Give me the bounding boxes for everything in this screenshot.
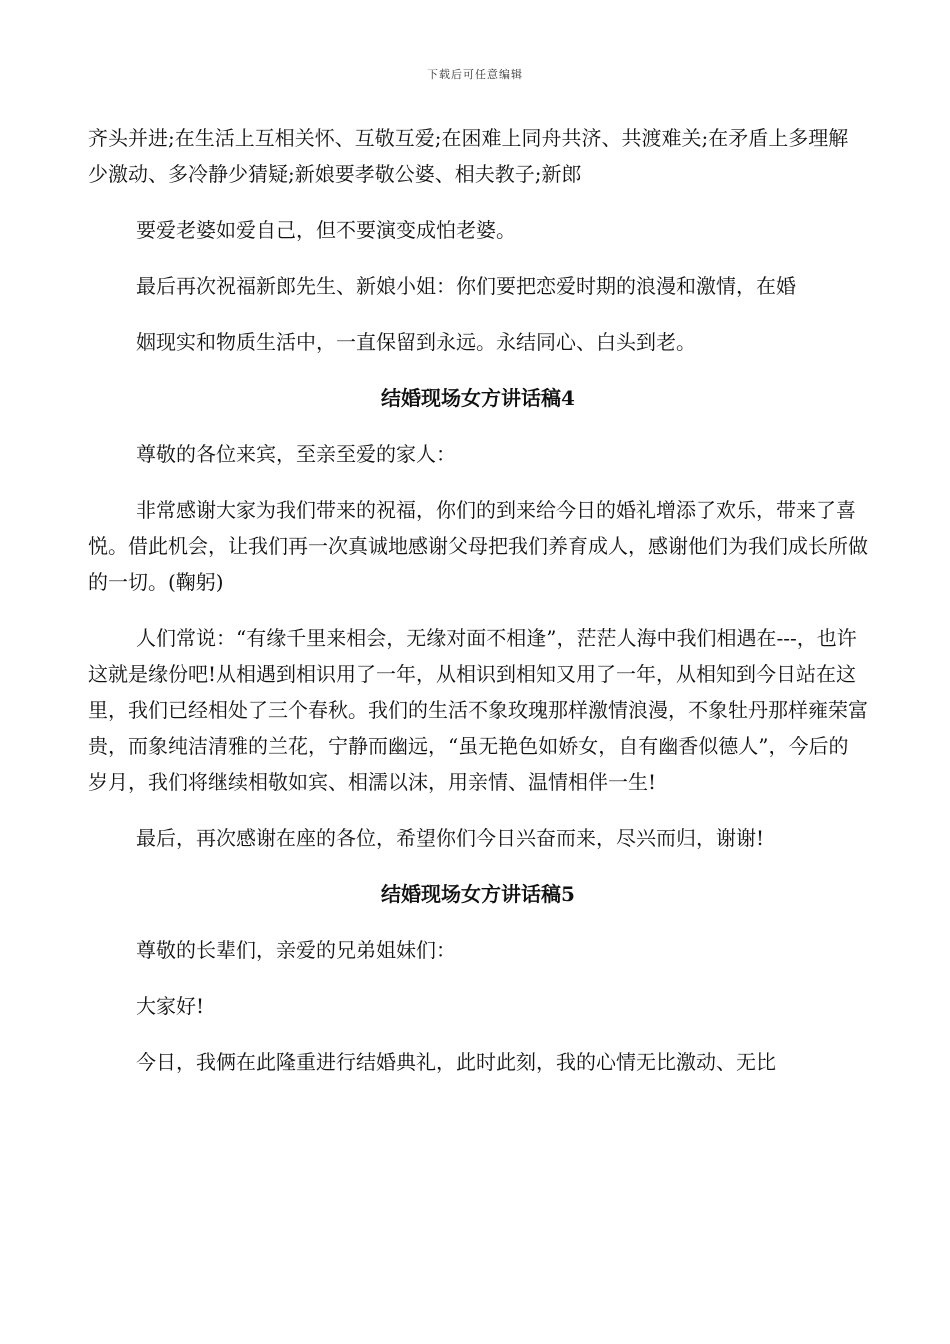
paragraph: 尊敬的各位来宾，至亲至爱的家人：: [136, 442, 456, 466]
section-4-title: 结婚现场女方讲话稿4: [381, 386, 575, 410]
document-body: [88, 120, 868, 1100]
paragraph: 最后，再次感谢在座的各位，希望你们今日兴奋而来，尽兴而归，谢谢!: [136, 826, 765, 850]
paragraph: 最后再次祝福新郎先生、新娘小姐：你们要把恋爱时期的浪漫和激情，在婚: [136, 274, 796, 298]
paragraph: 齐头并进;在生活上互相关怀、互敬互爱;在困难上同舟共济、共渡难关;在矛盾上多理解少激动、多冷静少猜疑;新娘要孝敬公婆、相夫教子;新郎: [88, 126, 849, 186]
paragraph: 今日，我俩在此隆重进行结婚典礼，此时此刻，我的心情无比激动、无比: [136, 1050, 776, 1074]
paragraph: 人们常说：“有缘千里来相会，无缘对面不相逢”，茫茫人海中我们相遇在---，也许这就是缘份吧!从相遇到相识用了一年，从相识到相知又用了一年，从相知到今日站在这里，我们已经相处了三个春秋。我们的生活不象玫瑰那样激情浪漫，不象牡丹那样雍荣富贵，而象纯洁清雅的兰花，宁静而幽远，“虽无艳色如娇女，自有幽香似德人”，今后的岁月，我们将继续相敬如宾、相濡以沫，用亲情、温情相伴一生!: [88, 626, 868, 794]
paragraph: 姻现实和物质生活中，一直保留到永远。永结同心、白头到老。: [136, 330, 696, 354]
paragraph: 要爱老婆如爱自己，但不要演变成怕老婆。: [136, 218, 516, 242]
paragraph: 大家好!: [136, 994, 205, 1018]
paragraph: 非常感谢大家为我们带来的祝福，你们的到来给今日的婚礼增添了欢乐，带来了喜悦。借此机会，让我们再一次真诚地感谢父母把我们养育成人，感谢他们为我们成长所做的一切。(鞠躬): [88, 498, 868, 594]
page-header: 下载后可任意编辑: [427, 68, 523, 81]
paragraph: 尊敬的长辈们，亲爱的兄弟姐妹们：: [136, 938, 456, 962]
section-5-title: 结婚现场女方讲话稿5: [381, 882, 575, 906]
